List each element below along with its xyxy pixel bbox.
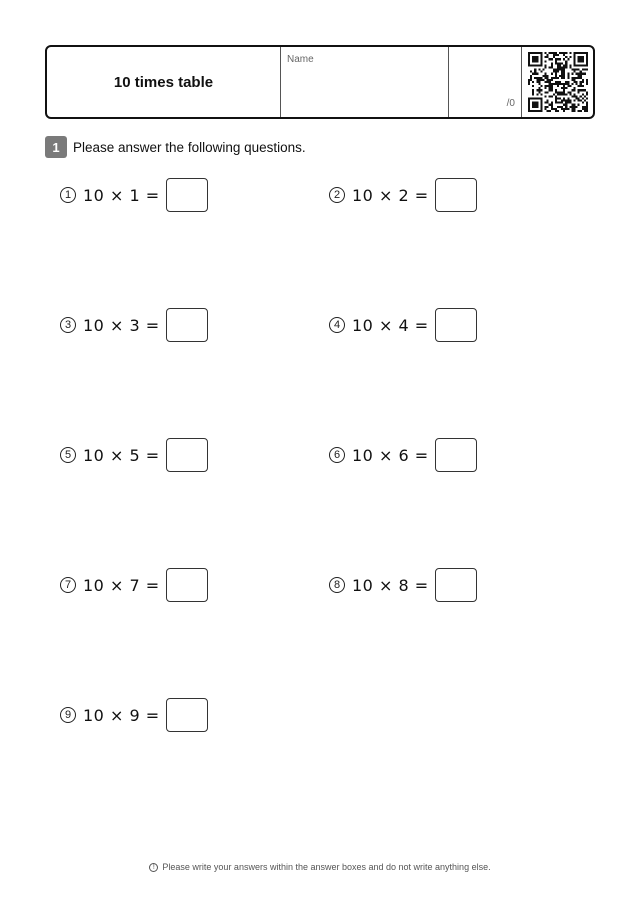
- question-number: 6: [329, 447, 345, 463]
- question-6: [329, 437, 477, 473]
- question-number: 4: [329, 317, 345, 333]
- question-9: [60, 697, 208, 733]
- question-number: 2: [329, 187, 345, 203]
- worksheet-header: [45, 45, 595, 119]
- score-value: /0: [506, 98, 515, 109]
- question-expression: 10 × 3 =: [83, 315, 160, 335]
- question-number: 9: [60, 707, 76, 723]
- footer-note: [0, 862, 640, 872]
- answer-box[interactable]: [435, 178, 477, 212]
- answer-box[interactable]: [166, 178, 208, 212]
- question-expression: 10 × 1 =: [83, 185, 160, 205]
- name-field[interactable]: [281, 47, 449, 117]
- question-number: 8: [329, 577, 345, 593]
- answer-box[interactable]: [166, 568, 208, 602]
- question-expression: 10 × 4 =: [352, 315, 429, 335]
- worksheet-title: 10 times table: [47, 47, 281, 117]
- question-number: 1: [60, 187, 76, 203]
- question-7: [60, 567, 208, 603]
- question-1: [60, 177, 208, 213]
- question-5: [60, 437, 208, 473]
- question-8: [329, 567, 477, 603]
- answer-box[interactable]: [166, 698, 208, 732]
- question-expression: 10 × 5 =: [83, 445, 160, 465]
- question-number: 7: [60, 577, 76, 593]
- question-expression: 10 × 2 =: [352, 185, 429, 205]
- question-4: [329, 307, 477, 343]
- name-label: Name: [287, 54, 314, 65]
- section-instruction: Please answer the following questions.: [73, 139, 306, 155]
- question-3: [60, 307, 208, 343]
- section-heading: [45, 136, 306, 158]
- qr-code-area: [522, 47, 593, 117]
- answer-box[interactable]: [166, 308, 208, 342]
- info-icon: !: [149, 863, 158, 872]
- answer-box[interactable]: [166, 438, 208, 472]
- score-field: [449, 47, 522, 117]
- question-expression: 10 × 8 =: [352, 575, 429, 595]
- answer-box[interactable]: [435, 308, 477, 342]
- question-expression: 10 × 9 =: [83, 705, 160, 725]
- question-2: [329, 177, 477, 213]
- answer-box[interactable]: [435, 438, 477, 472]
- question-number: 3: [60, 317, 76, 333]
- question-expression: 10 × 7 =: [83, 575, 160, 595]
- answer-box[interactable]: [435, 568, 477, 602]
- footer-text: Please write your answers within the answer boxes and do not write anything else.: [162, 862, 491, 872]
- question-expression: 10 × 6 =: [352, 445, 429, 465]
- question-number: 5: [60, 447, 76, 463]
- qr-code-icon: [528, 52, 588, 112]
- section-number-badge: 1: [45, 136, 67, 158]
